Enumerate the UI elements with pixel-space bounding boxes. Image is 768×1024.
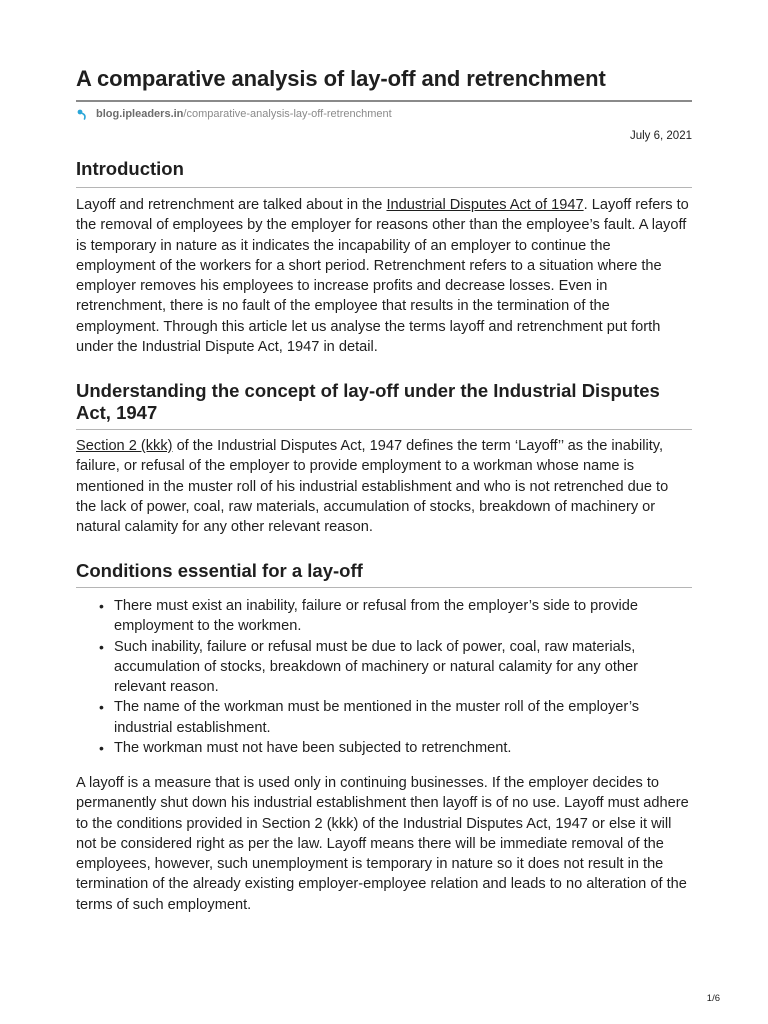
section-heading-introduction: Introduction	[76, 158, 184, 179]
page-number: 1/6	[706, 993, 720, 1004]
title-divider	[76, 100, 692, 102]
section-heading-layoff-concept: Understanding the concept of lay-off under the Industrial Disputes Act, 1947	[76, 380, 660, 423]
conditions-list	[76, 596, 692, 758]
source-url[interactable]	[76, 108, 392, 120]
source-path[interactable]: /comparative-analysis-lay-off-retrenchment	[183, 108, 392, 120]
list-item: • Such inability, failure or refusal must be due to lack of power, coal, raw materials, accumulation of stocks, breakdown of machinery or natural calamity for any other relevant reason.	[114, 637, 692, 698]
page-title: A comparative analysis of lay-off and retrenchment	[76, 66, 606, 91]
concept-text: of the Industrial Disputes Act, 1947 defines the term ‘Layoff’’ as the inability, failure, or refusal of the employer to provide employment to a workman whose name is mentioned in the muster roll of his industrial establishment and who is not retrenched due to the lack of power, coal, raw materials, accumulation of stocks, breakdown of machinery or natural calamity for any other relevant reason.	[76, 438, 669, 536]
section-divider	[76, 429, 692, 430]
list-item: • There must exist an inability, failure or refusal from the employer’s side to provide employment to the workmen.	[114, 596, 692, 637]
list-item: • The workman must not have been subjected to retrenchment.	[114, 738, 692, 758]
section-2-kkk-link[interactable]: Section 2 (kkk)	[76, 438, 173, 454]
intro-text-end: . Layoff refers to the removal of employees by the employer for reasons other than the employee’s fault. A layoff is temporary in nature as it indicates the incapability of an employer to continue the employment of the workers for a short period. Retrenchment refers to a situation where the employer removes his employees to increase profits and decrease losses. Even in retrenchment, there is no fault of the employee that results in the termination of the employment. Through this article let us analyse the terms layoff and retrenchment put forth under the Industrial Dispute Act, 1947 in detail.	[76, 197, 689, 356]
section-heading-conditions: Conditions essential for a lay-off	[76, 560, 363, 581]
ipleaders-favicon-icon	[76, 108, 90, 120]
concept-paragraph	[76, 436, 692, 537]
intro-paragraph	[76, 195, 692, 357]
intro-text-start: Layoff and retrenchment are talked about in the	[76, 197, 387, 213]
closing-paragraph: A layoff is a measure that is used only in continuing businesses. If the employer decides to permanently shut down his industrial establishment then layoff is of no use. Layoff must adhere to the conditions provided in Section 2 (kkk) of the Industrial Disputes Act, 1947 or else it will not be considered right as per the law. Layoff means there will be immediate removal of the employees, however, such unemployment is temporary in nature so it does not result in the termination of the already existing employer-employee relation and leads to no alteration of the terms of such employment.	[76, 775, 689, 913]
industrial-disputes-act-link[interactable]: Industrial Disputes Act of 1947	[386, 197, 584, 213]
source-domain[interactable]: blog.ipleaders.in	[96, 108, 184, 120]
section-divider	[76, 587, 692, 588]
list-item: • The name of the workman must be mentioned in the muster roll of the employer’s industrial establishment.	[114, 697, 692, 738]
publish-date: July 6, 2021	[629, 130, 692, 142]
section-divider	[76, 187, 692, 188]
